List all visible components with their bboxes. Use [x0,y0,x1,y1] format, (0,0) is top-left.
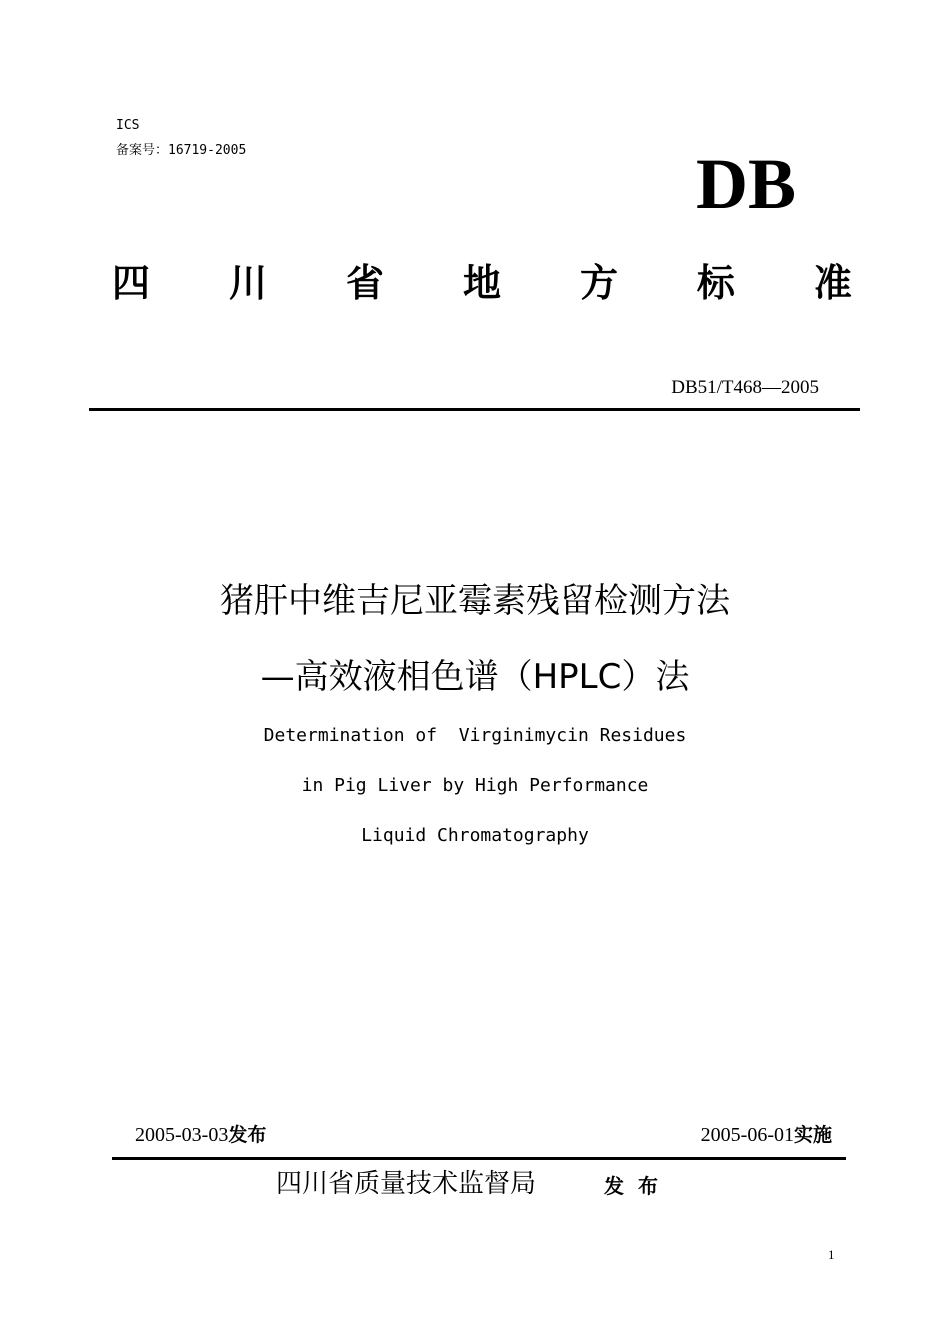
standard-number: DB51/T468—2005 [671,377,819,398]
standard-title-char: 标 [696,261,735,305]
issue-label: 发布 [228,1124,267,1146]
standard-title-char: 方 [579,261,618,305]
standard-title [112,258,852,308]
implement-date: 2005-06-01 [700,1124,794,1146]
title-en-line2: in Pig Liver by High Performance [301,775,649,796]
standard-title-char: 准 [813,261,852,305]
implement-date-block [701,1122,832,1148]
standard-title-char: 四 [112,261,151,305]
issuer-name: 四川省质量技术监督局 [276,1169,537,1199]
implement-label: 实施 [793,1124,832,1146]
db-mark: DB [696,144,797,224]
title-cn-line1: 猪肝中维吉尼亚霉素残留检测方法 [220,581,730,621]
page-number: 1 [828,1247,835,1262]
bottom-divider [112,1157,846,1160]
ics-label: ICS [116,118,140,133]
issue-date: 2005-03-03 [135,1124,229,1146]
standard-title-char: 地 [462,261,501,305]
issuer-action: 发布 [604,1174,672,1198]
top-divider [89,408,860,411]
record-number: 备案号：16719-2005 [116,143,247,158]
standard-title-char: 川 [228,261,267,305]
issue-date-block [135,1122,266,1148]
title-cn-line2: —高效液相色谱（HPLC）法 [260,657,690,697]
title-en-line3: Liquid Chromatography [361,825,589,846]
standard-title-char: 省 [345,261,384,305]
title-en-line1: Determination of Virginimycin Residues [263,725,687,746]
